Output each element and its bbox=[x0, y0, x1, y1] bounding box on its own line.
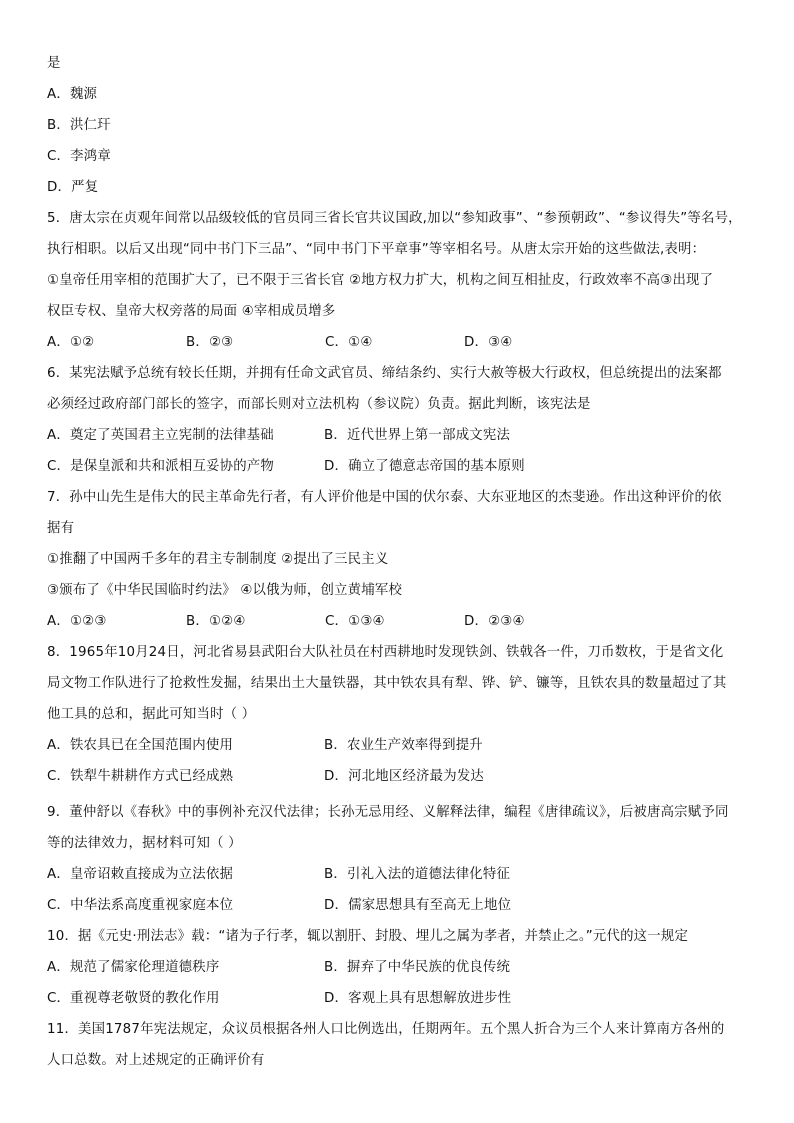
option-a: A．皇帝诏敕直接成为立法依据 bbox=[47, 867, 234, 882]
option-a: A．铁农具已在全国范围内使用 bbox=[47, 738, 234, 753]
option-b: B．①②④ bbox=[186, 614, 246, 629]
option-d: D．严复 bbox=[47, 180, 99, 195]
option-c: C．重视尊老敬贤的教化作用 bbox=[47, 991, 220, 1006]
option-c: C．①④ bbox=[325, 335, 373, 350]
option-d: D．儒家思想具有至高无上地位 bbox=[324, 898, 512, 913]
option-a: A．规范了儒家伦理道德秩序 bbox=[47, 960, 220, 975]
question-9-text: 等的法律效力，据材料可知（ ） bbox=[47, 836, 242, 851]
question-5-text: 5．唐太宗在贞观年间常以品级较低的官员同三省长官共议国政,加以“参知政事”、“参预朝政”、“参议得失”等名号， bbox=[47, 211, 742, 226]
option-c: C．铁犁牛耕耕作方式已经成熟 bbox=[47, 769, 234, 784]
question-text-line: 是 bbox=[47, 56, 61, 71]
question-6-text: 6．某宪法赋予总统有较长任期，并拥有任命文武官员、缔结条约、实行大赦等极大行政权，但总统提出的法案都 bbox=[47, 366, 722, 381]
option-d: D．河北地区经济最为发达 bbox=[324, 769, 485, 784]
question-11-text: 人口总数。对上述规定的正确评价有 bbox=[47, 1053, 265, 1068]
option-c: C．中华法系高度重视家庭本位 bbox=[47, 898, 234, 913]
option-b: B．摒弃了中华民族的优良传统 bbox=[324, 960, 511, 975]
option-d: D．③④ bbox=[464, 335, 513, 350]
option-a: A．奠定了英国君主立宪制的法律基础 bbox=[47, 428, 274, 443]
option-a: A．魏源 bbox=[47, 87, 98, 102]
option-c: C．①③④ bbox=[325, 614, 385, 629]
question-11-text: 11．美国1787年宪法规定，众议员根据各州人口比例选出，任期两年。五个黑人折合为三个人来计算南方各州的 bbox=[47, 1022, 725, 1037]
question-8-text: 他工具的总和，据此可知当时（ ） bbox=[47, 707, 256, 722]
option-d: D．确立了德意志帝国的基本原则 bbox=[324, 459, 525, 474]
option-b: B．洪仁玕 bbox=[47, 118, 111, 133]
question-5-text: 执行相职。以后又出现“同中书门下三品”、“同中书门下平章事”等宰相名号。从唐太宗开始的这些做法,表明： bbox=[47, 242, 706, 257]
question-9-text: 9．董仲舒以《春秋》中的事例补充汉代法律；长孙无忌用经、义解释法律，编程《唐律疏议》，后被唐高宗赋予同 bbox=[47, 805, 729, 820]
option-b: B．引礼入法的道德法律化特征 bbox=[324, 867, 511, 882]
option-a: A．①② bbox=[47, 335, 95, 350]
option-c: C．是保皇派和共和派相互妥协的产物 bbox=[47, 459, 274, 474]
question-7-text: 7．孙中山先生是伟大的民主革命先行者，有人评价他是中国的伏尔泰、大东亚地区的杰斐逊。作出这种评价的依 bbox=[47, 490, 722, 505]
question-6-text: 必须经过政府部门部长的签字，而部长则对立法机构（参议院）负责。据此判断，该宪法是 bbox=[47, 397, 591, 412]
option-d: D．②③④ bbox=[464, 614, 525, 629]
question-7-text: 据有 bbox=[47, 521, 75, 536]
question-10-text: 10．据《元史·刑法志》载：“诸为子行孝，辄以割肝、封股、埋儿之属为孝者，并禁止之。”元代的这一规定 bbox=[47, 929, 689, 944]
question-8-text: 8．1965年10月24日，河北省易县武阳台大队社员在村西耕地时发现铁剑、铁戟各一件，刀币数枚，于是省文化 bbox=[47, 645, 724, 660]
option-b: B．近代世界上第一部成文宪法 bbox=[324, 428, 511, 443]
question-5-statements: ①皇帝任用宰相的范围扩大了，已不限于三省长官 ②地方权力扩大，机构之间互相扯皮，行政效率不高③出现了 bbox=[47, 273, 714, 288]
question-7-options bbox=[47, 610, 603, 634]
question-7-statements: ①推翻了中国两千多年的君主专制制度 ②提出了三民主义 bbox=[47, 552, 389, 567]
option-b: B．②③ bbox=[186, 335, 234, 350]
question-8-text: 局文物工作队进行了抢救性发掘，结果出土大量铁器，其中铁农具有犁、铧、铲、镰等，且铁农具的数量超过了其 bbox=[47, 676, 727, 691]
option-d: D．客观上具有思想解放进步性 bbox=[324, 991, 512, 1006]
option-a: A．①②③ bbox=[47, 614, 107, 629]
option-b: B．农业生产效率得到提升 bbox=[324, 738, 483, 753]
question-5-options bbox=[47, 331, 603, 355]
question-7-statements: ③颁布了《中华民国临时约法》 ④以俄为师，创立黄埔军校 bbox=[47, 583, 403, 598]
option-c: C．李鸿章 bbox=[47, 149, 111, 164]
question-5-statements: 权臣专权、皇帝大权旁落的局面 ④宰相成员增多 bbox=[47, 304, 336, 319]
